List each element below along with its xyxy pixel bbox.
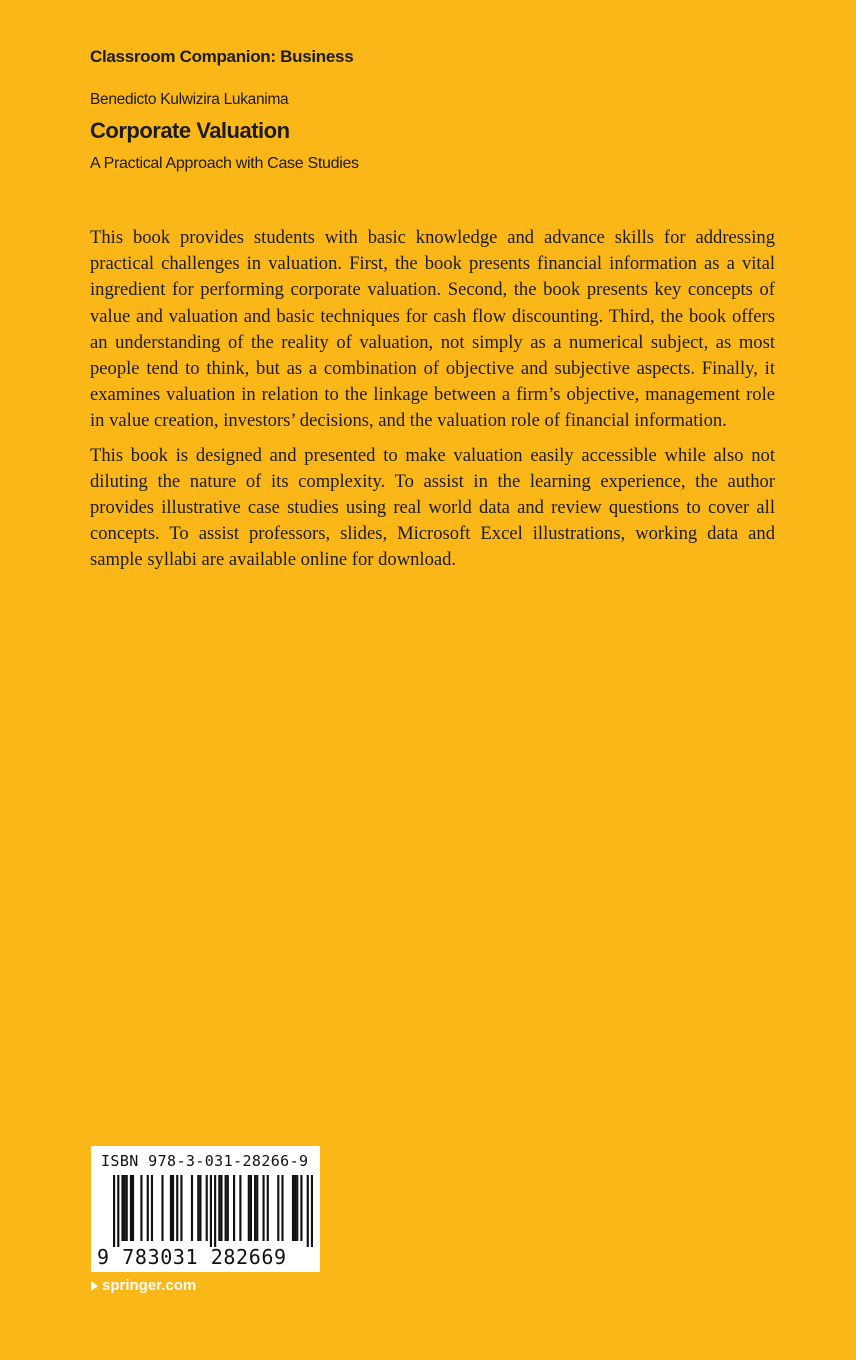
barcode-bar [227, 1175, 229, 1241]
barcode-bar [248, 1175, 250, 1241]
barcode-bar [296, 1175, 298, 1241]
barcode-bar [197, 1175, 199, 1241]
barcode-bar [206, 1175, 208, 1241]
barcode-bar [176, 1175, 178, 1241]
barcode-bar [199, 1175, 201, 1241]
barcode-bar [256, 1175, 258, 1241]
barcode-bar [147, 1175, 149, 1241]
barcode-bar [151, 1175, 153, 1241]
barcode-bar [210, 1175, 212, 1247]
barcode-bar [117, 1175, 119, 1247]
barcode-bars [113, 1175, 313, 1247]
isbn-barcode [91, 1146, 320, 1272]
barcode-bar [281, 1175, 283, 1241]
series-title: Classroom Companion: Business [90, 47, 354, 66]
barcode-bar [161, 1175, 163, 1241]
barcode-bar [191, 1175, 193, 1241]
barcode-bar [254, 1175, 256, 1241]
arrow-right-icon [91, 1281, 98, 1291]
description-paragraph-2: This book is designed and presented to make valuation easily accessible while also not diluting the nature of its complexity. To assist in the learning experience, the author provides illustrative case studies using real world data and review questions to cover all concepts. To assist professors, slides, Microsoft Excel illustrations, working data and sample syllabi are available online for download. [90, 444, 775, 571]
barcode-bar [113, 1175, 115, 1247]
barcode-bar [140, 1175, 142, 1241]
springer-link-text: springer.com [102, 1277, 197, 1294]
springer-link[interactable] [91, 1277, 196, 1294]
barcode-bar [294, 1175, 296, 1241]
barcode-bar [292, 1175, 294, 1241]
barcode-bar [180, 1175, 182, 1241]
book-subtitle: A Practical Approach with Case Studies [90, 155, 359, 172]
barcode-bar [124, 1175, 126, 1241]
barcode-bar [311, 1175, 313, 1247]
barcode-bar [267, 1175, 269, 1241]
barcode-bar [170, 1175, 172, 1241]
barcode-bar [239, 1175, 241, 1241]
barcode-bar [126, 1175, 128, 1241]
author-name: Benedicto Kulwizira Lukanima [90, 91, 289, 108]
barcode-bar [132, 1175, 134, 1241]
barcode-bar [250, 1175, 252, 1241]
barcode-bar [220, 1175, 222, 1241]
barcode-bar [214, 1175, 216, 1247]
barcode-bar [121, 1175, 123, 1241]
barcode-bar [218, 1175, 220, 1241]
barcode-bar [172, 1175, 174, 1241]
book-title: Corporate Valuation [90, 118, 290, 143]
barcode-bar [130, 1175, 132, 1241]
barcode-bar [233, 1175, 235, 1241]
barcode-bar [300, 1175, 302, 1241]
description-paragraph-1: This book provides students with basic knowledge and advance skills for addressing practical challenges in valuation. First, the book presents financial information as a vital ingredient for performing corporate valuation. Second, the book presents key concepts of value and valuation and basic techniques for cash flow discounting. Third, the book offers an understanding of the reality of valuation, not simply as a numerical subject, as most people tend to think, but as a combination of objective and subjective aspects. Finally, it examines valuation in relation to the linkage between a firm’s objective, management role in value creation, investors’ decisions, and the valuation role of financial information. [90, 227, 775, 432]
barcode-bar [277, 1175, 279, 1241]
isbn-label: ISBN 978-3-031-28266-9 [101, 1152, 309, 1170]
barcode-bar [307, 1175, 309, 1247]
barcode-bar [262, 1175, 264, 1241]
barcode-bar [225, 1175, 227, 1241]
barcode-digits: 9 783031 282669 [97, 1245, 287, 1269]
book-description [90, 225, 775, 582]
